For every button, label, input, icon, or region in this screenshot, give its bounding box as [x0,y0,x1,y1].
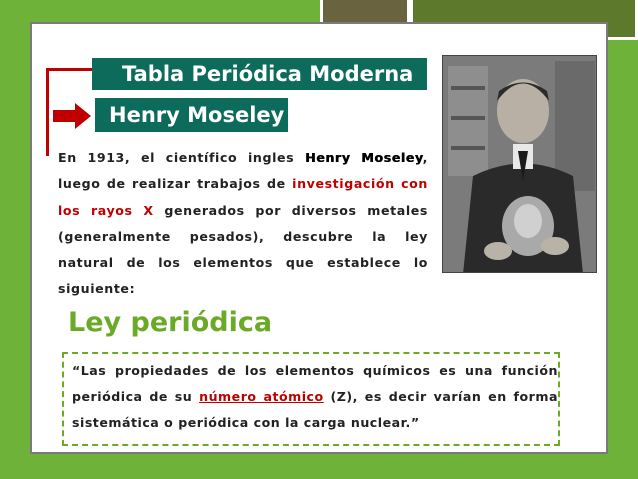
portrait-photo [442,55,597,273]
quote-text [72,358,558,436]
slide-subtitle [95,98,288,132]
portrait-illustration [443,56,597,273]
intro-paragraph [58,145,428,303]
slide-subtitle-text: Henry Moseley [109,103,285,127]
scientist-name: Henry Moseley [304,150,423,165]
paragraph-text: , luego de realizar trabajos de [58,150,429,192]
law-heading: Ley periódica [68,307,273,338]
red-bracket [46,68,92,71]
quote-part: “Las propiedades de los elementos químicos es una función periódica de su [72,363,558,404]
red-bracket [46,68,49,156]
highlighted-text: investigación con los rayos X [58,176,429,218]
quote-part: (Z), es decir varían en forma sistemática o periódica con la carga nuclear.” [72,389,558,430]
arrow-right-icon [53,103,91,129]
atomic-number-link: número atómico [199,389,324,404]
paragraph-text: En 1913, el científico ingles [58,150,305,165]
paragraph-text: generados por diversos metales (generalmente pesados), descubre la ley natural de los elementos que establece lo siguiente: [58,202,428,297]
slide-title [92,58,427,90]
slide-title-text: Tabla Periódica Moderna [122,62,414,86]
